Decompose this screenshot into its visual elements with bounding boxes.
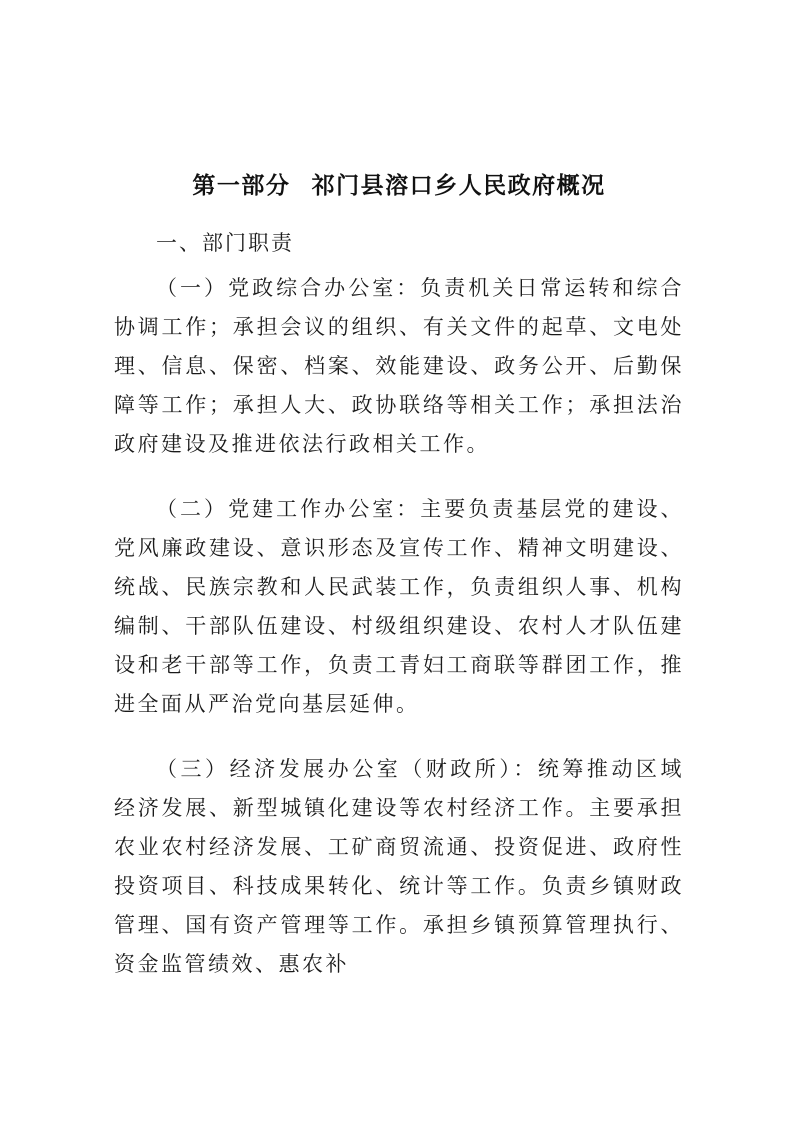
document-content <box>114 170 684 984</box>
paragraph-party-building-office: （二）党建工作办公室：主要负责基层党的建设、党风廉政建设、意识形态及宣传工作、精神文明建设、统战、民族宗教和人民武装工作，负责组织人事、机构编制、干部队伍建设、村级组织建设、农村人才队伍建设和老干部等工作，负责工青妇工商联等群团工作，推进全面从严治党向基层延伸。 <box>114 497 684 716</box>
paragraph-party-government-general-office: （一）党政综合办公室：负责机关日常运转和综合协调工作；承担会议的组织、有关文件的起草、文电处理、信息、保密、档案、效能建设、政务公开、后勤保障等工作；承担人大、政协联络等相关工作；承担法治政府建设及推进依法行政相关工作。 <box>114 276 684 456</box>
section-heading-department-duties: 一、部门职责 <box>156 231 294 255</box>
document-title: 第一部分 祁门县溶口乡人民政府概况 <box>192 173 606 198</box>
paragraph-economic-development-office: （三）经济发展办公室（财政所）：统筹推动区域经济发展、新型城镇化建设等农村经济工作。主要承担农业农村经济发展、工矿商贸流通、投资促进、政府性投资项目、科技成果转化、统计等工作。负责乡镇财政管理、国有资产管理等工作。承担乡镇预算管理执行、资金监管绩效、惠农补 <box>114 757 684 976</box>
